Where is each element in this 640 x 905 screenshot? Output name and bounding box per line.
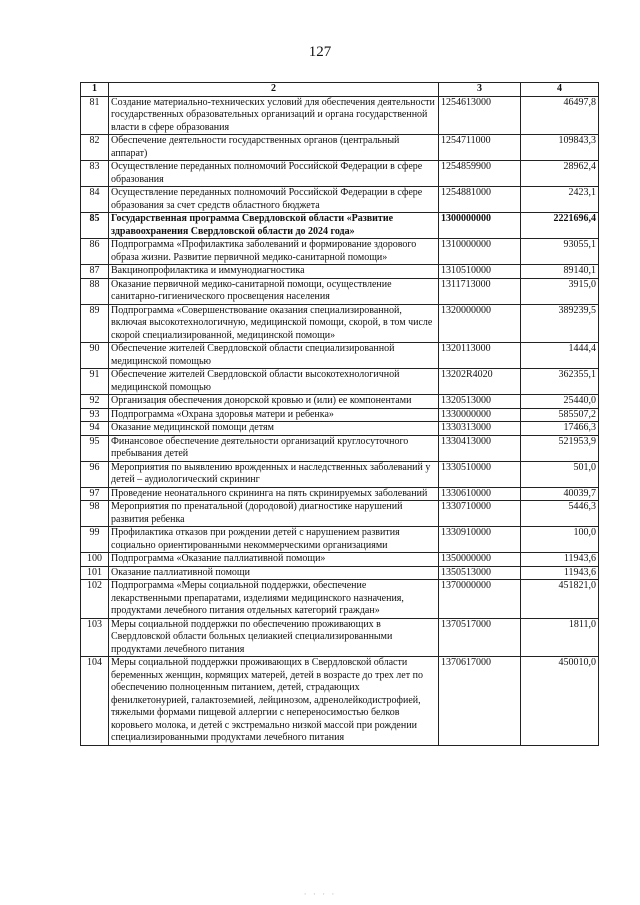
table-row bbox=[81, 395, 599, 409]
row-code: 1320000000 bbox=[439, 304, 521, 343]
row-number: 103 bbox=[81, 618, 109, 657]
row-name: Государственная программа Свердловской области «Развитие здравоохранения Свердловской области до 2024 года» bbox=[109, 213, 439, 239]
row-name: Финансовое обеспечение деятельности организаций круглосуточного пребывания детей bbox=[109, 435, 439, 461]
row-amount: 17466,3 bbox=[521, 422, 599, 436]
row-number: 86 bbox=[81, 239, 109, 265]
table-row bbox=[81, 96, 599, 135]
table-row bbox=[81, 580, 599, 619]
table-row bbox=[81, 527, 599, 553]
row-number: 92 bbox=[81, 395, 109, 409]
row-number: 89 bbox=[81, 304, 109, 343]
row-number: 84 bbox=[81, 187, 109, 213]
row-code: 1330710000 bbox=[439, 501, 521, 527]
row-name: Вакцинопрофилактика и иммунодиагностика bbox=[109, 265, 439, 279]
row-name: Подпрограмма «Профилактика заболеваний и формирование здорового образа жизни. Развитие первичной медико-санитарной помощи» bbox=[109, 239, 439, 265]
scan-artifact: · · · · bbox=[303, 889, 337, 899]
row-number: 88 bbox=[81, 278, 109, 304]
table-row bbox=[81, 278, 599, 304]
row-amount: 40039,7 bbox=[521, 487, 599, 501]
row-amount: 501,0 bbox=[521, 461, 599, 487]
row-number: 102 bbox=[81, 580, 109, 619]
row-code: 1254711000 bbox=[439, 135, 521, 161]
row-code: 1370617000 bbox=[439, 657, 521, 746]
row-code: 1311713000 bbox=[439, 278, 521, 304]
table-row bbox=[81, 304, 599, 343]
header-col-2: 2 bbox=[109, 83, 439, 97]
row-code: 1254613000 bbox=[439, 96, 521, 135]
row-number: 83 bbox=[81, 161, 109, 187]
table-header-row bbox=[81, 83, 599, 97]
row-code: 1330610000 bbox=[439, 487, 521, 501]
table-row bbox=[81, 461, 599, 487]
row-name: Подпрограмма «Меры социальной поддержки, обеспечение лекарственными препаратами, изделиями медицинского назначения, продуктами лечебного питания отдельных категорий граждан» bbox=[109, 580, 439, 619]
table-row bbox=[81, 239, 599, 265]
table-row bbox=[81, 566, 599, 580]
row-code: 1320513000 bbox=[439, 395, 521, 409]
row-number: 100 bbox=[81, 553, 109, 567]
row-name: Организация обеспечения донорской кровью и (или) ее компонентами bbox=[109, 395, 439, 409]
row-number: 98 bbox=[81, 501, 109, 527]
row-name: Подпрограмма «Оказание паллиативной помощи» bbox=[109, 553, 439, 567]
row-name: Проведение неонатального скрининга на пять скринируемых заболеваний bbox=[109, 487, 439, 501]
row-amount: 11943,6 bbox=[521, 566, 599, 580]
row-code: 1350000000 bbox=[439, 553, 521, 567]
table-row bbox=[81, 487, 599, 501]
row-amount: 5446,3 bbox=[521, 501, 599, 527]
row-name: Осуществление переданных полномочий Российской Федерации в сфере образования за счет средств областного бюджета bbox=[109, 187, 439, 213]
row-number: 82 bbox=[81, 135, 109, 161]
row-amount: 585507,2 bbox=[521, 408, 599, 422]
table-row bbox=[81, 213, 599, 239]
row-number: 101 bbox=[81, 566, 109, 580]
row-amount: 1444,4 bbox=[521, 343, 599, 369]
table-row bbox=[81, 618, 599, 657]
row-amount: 451821,0 bbox=[521, 580, 599, 619]
row-name: Осуществление переданных полномочий Российской Федерации в сфере образования bbox=[109, 161, 439, 187]
row-number: 81 bbox=[81, 96, 109, 135]
row-number: 99 bbox=[81, 527, 109, 553]
table-row bbox=[81, 501, 599, 527]
row-code: 1330313000 bbox=[439, 422, 521, 436]
row-amount: 28962,4 bbox=[521, 161, 599, 187]
row-number: 97 bbox=[81, 487, 109, 501]
table-row bbox=[81, 657, 599, 746]
row-code: 1300000000 bbox=[439, 213, 521, 239]
row-number: 95 bbox=[81, 435, 109, 461]
row-name: Обеспечение деятельности государственных органов (центральный аппарат) bbox=[109, 135, 439, 161]
header-col-3: 3 bbox=[439, 83, 521, 97]
row-code: 1320113000 bbox=[439, 343, 521, 369]
table-row bbox=[81, 435, 599, 461]
row-name: Оказание первичной медико-санитарной помощи, осуществление санитарно-гигиенического просвещения населения bbox=[109, 278, 439, 304]
row-name: Подпрограмма «Охрана здоровья матери и ребенка» bbox=[109, 408, 439, 422]
row-code: 1330000000 bbox=[439, 408, 521, 422]
row-number: 93 bbox=[81, 408, 109, 422]
row-number: 91 bbox=[81, 369, 109, 395]
row-code: 1370517000 bbox=[439, 618, 521, 657]
row-number: 90 bbox=[81, 343, 109, 369]
row-name: Меры социальной поддержки проживающих в Свердловской области беременных женщин, кормящих матерей, детей в возрасте до трех лет по обеспечению полноценным питанием, детей, страдающих фенилкетонурией, галактоземией, лейцинозом, адренолейкодистрофией, тяжелыми формами пищевой аллергии с непереносимостью белков коровьего молока, и детей с экстремально низкой массой при рождении специализированными продуктами лечебного питания bbox=[109, 657, 439, 746]
table-row bbox=[81, 408, 599, 422]
row-name: Создание материально-технических условий для обеспечения деятельности государственных образовательных организаций и органа государственной власти в сфере образования bbox=[109, 96, 439, 135]
table-row bbox=[81, 161, 599, 187]
row-name: Мероприятия по пренатальной (дородовой) диагностике нарушений развития ребенка bbox=[109, 501, 439, 527]
header-col-1: 1 bbox=[81, 83, 109, 97]
row-amount: 93055,1 bbox=[521, 239, 599, 265]
row-amount: 450010,0 bbox=[521, 657, 599, 746]
table-row bbox=[81, 369, 599, 395]
row-code: 1370000000 bbox=[439, 580, 521, 619]
row-code: 1330413000 bbox=[439, 435, 521, 461]
budget-table bbox=[80, 82, 599, 746]
row-name: Обеспечение жителей Свердловской области высокотехнологичной медицинской помощью bbox=[109, 369, 439, 395]
row-amount: 2221696,4 bbox=[521, 213, 599, 239]
row-name: Мероприятия по выявлению врожденных и наследственных заболеваний у детей – аудиологический скрининг bbox=[109, 461, 439, 487]
row-code: 1310000000 bbox=[439, 239, 521, 265]
row-amount: 46497,8 bbox=[521, 96, 599, 135]
table-row bbox=[81, 553, 599, 567]
row-code: 1330510000 bbox=[439, 461, 521, 487]
row-code: 1330910000 bbox=[439, 527, 521, 553]
row-name: Меры социальной поддержки по обеспечению проживающих в Свердловской области больных целиакией специализированными продуктами лечебного питания bbox=[109, 618, 439, 657]
row-amount: 2423,1 bbox=[521, 187, 599, 213]
row-amount: 11943,6 bbox=[521, 553, 599, 567]
row-amount: 25440,0 bbox=[521, 395, 599, 409]
row-amount: 362355,1 bbox=[521, 369, 599, 395]
row-code: 1254859900 bbox=[439, 161, 521, 187]
row-amount: 89140,1 bbox=[521, 265, 599, 279]
row-code: 1310510000 bbox=[439, 265, 521, 279]
header-col-4: 4 bbox=[521, 83, 599, 97]
table-row bbox=[81, 265, 599, 279]
row-amount: 1811,0 bbox=[521, 618, 599, 657]
row-number: 87 bbox=[81, 265, 109, 279]
table-row bbox=[81, 422, 599, 436]
table-row bbox=[81, 343, 599, 369]
row-name: Оказание паллиативной помощи bbox=[109, 566, 439, 580]
row-name: Обеспечение жителей Свердловской области специализированной медицинской помощью bbox=[109, 343, 439, 369]
row-name: Профилактика отказов при рождении детей с нарушением развития социально ориентированными некоммерческими организациями bbox=[109, 527, 439, 553]
row-amount: 100,0 bbox=[521, 527, 599, 553]
row-number: 85 bbox=[81, 213, 109, 239]
row-amount: 109843,3 bbox=[521, 135, 599, 161]
row-name: Подпрограмма «Совершенствование оказания специализированной, включая высокотехнологичную, медицинской помощи, скорой, в том числе скорой специализированной, медицинской помощи» bbox=[109, 304, 439, 343]
row-number: 94 bbox=[81, 422, 109, 436]
page-number: 127 bbox=[308, 44, 332, 60]
row-code: 13202R4020 bbox=[439, 369, 521, 395]
table-row bbox=[81, 187, 599, 213]
row-number: 104 bbox=[81, 657, 109, 746]
row-code: 1254881000 bbox=[439, 187, 521, 213]
row-number: 96 bbox=[81, 461, 109, 487]
row-code: 1350513000 bbox=[439, 566, 521, 580]
row-amount: 3915,0 bbox=[521, 278, 599, 304]
row-amount: 389239,5 bbox=[521, 304, 599, 343]
row-amount: 521953,9 bbox=[521, 435, 599, 461]
table-row bbox=[81, 135, 599, 161]
row-name: Оказание медицинской помощи детям bbox=[109, 422, 439, 436]
